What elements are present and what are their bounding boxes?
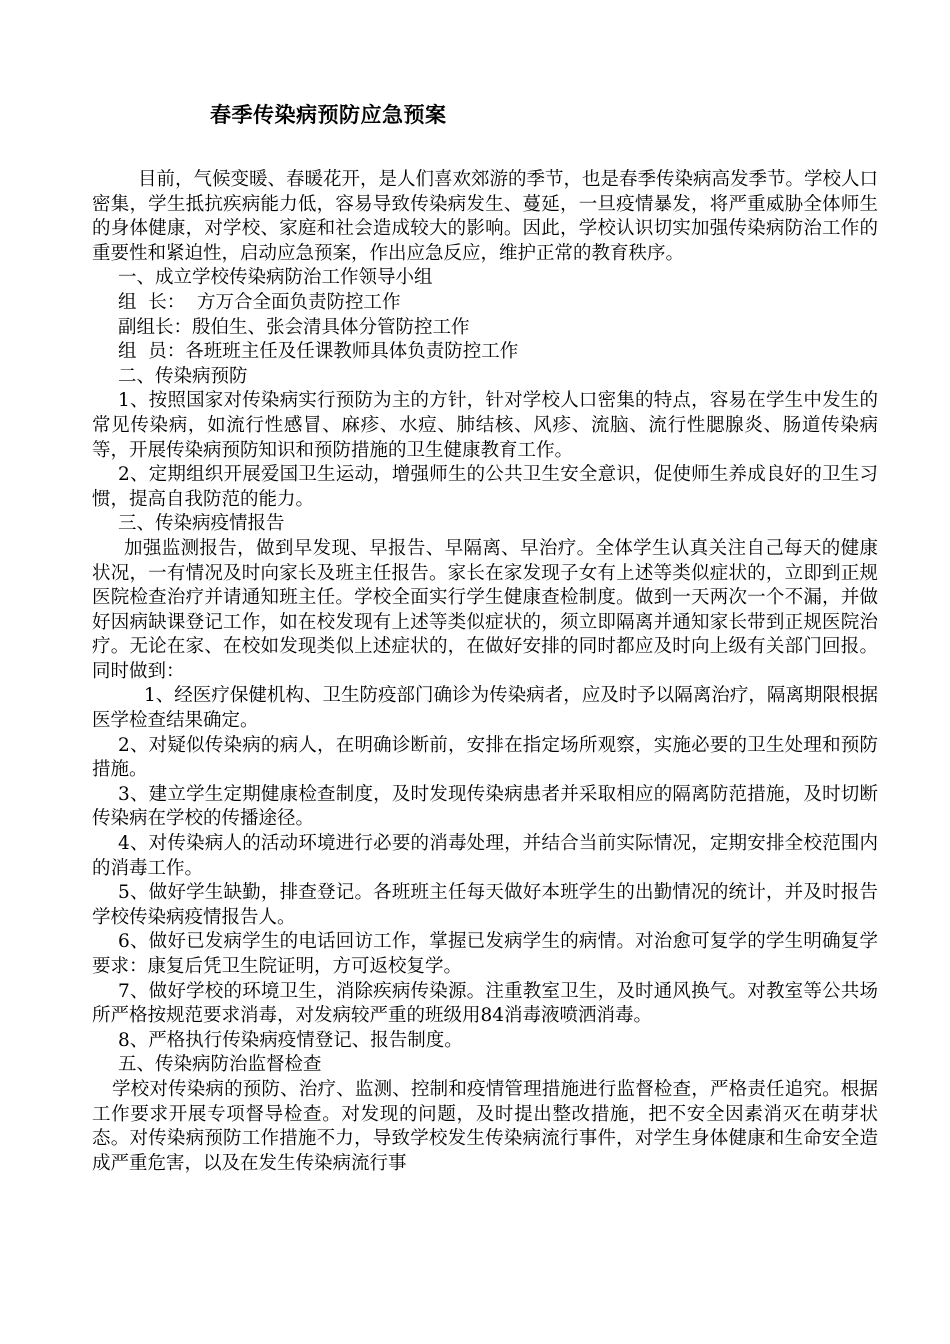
- deputy-leader-line: 副组长：殷伯生、张会清具体分管防控工作: [118, 316, 470, 338]
- section-heading-prevention: 二、传染病预防: [118, 365, 248, 387]
- epidemic-report-paragraph: 加强监测报告，做到早发现、早报告、早隔离、早治疗。全体学生认真关注自己每天的健康状况，一有情况及时向家长及班主任报告。家长在家发现子女有上述等类似症状的，立即到正规医院检查治疗并请通知班主任。学校全面实行学生健康查检制度。做到一天两次一个不漏，并做好因病缺课登记工作，如在校发现有上述等类似症状的，须立即隔离并通知家长带到正规医院治疗。无论在家、在校如发现类似上述症状的，在做好安排的同时都应及时向上级有关部门回报。 同时做到：: [92, 537, 908, 682]
- report-item-3: 3、建立学生定期健康检查制度，及时发现传染病患者并采取相应的隔离防范措施，及时切断传染病在学校的传播途径。: [92, 783, 878, 830]
- section-heading-leadership-group: 一、成立学校传染病防治工作领导小组: [118, 267, 433, 289]
- prevention-item-1: 1、按照国家对传染病实行预防为主的方针，针对学校人口密集的特点，容易在学生中发生的常见传染病，如流行性感冒、麻疹、水痘、肺结核、风疹、流脑、流行性腮腺炎、肠道传染病等，开展传染病预防知识和预防措施的卫生健康教育工作。: [92, 390, 878, 461]
- document-page: [92, 100, 908, 1176]
- document-title: 春季传染病预防应急预案: [210, 103, 447, 127]
- report-item-4: 4、对传染病人的活动环境进行必要的消毒处理，并结合当前实际情况，定期安排全校范围内的消毒工作。: [92, 833, 878, 879]
- report-item-5: 5、做好学生缺勤，排查登记。各班班主任每天做好本班学生的出勤情况的统计，并及时报告学校传染病疫情报告人。: [92, 882, 878, 928]
- prevention-item-2: 2、定期组织开展爱国卫生运动，增强师生的公共卫生安全意识，促使师生养成良好的卫生习惯，提高自我防范的能力。: [92, 464, 878, 510]
- report-item-8: 8、严格执行传染病疫情登记、报告制度。: [118, 1029, 463, 1051]
- group-members-line: 组 员：各班班主任及任课教师具体负责防控工作: [118, 341, 519, 363]
- group-leader-line: 组 长： 方万合全面负责防控工作: [118, 291, 401, 313]
- section-heading-supervision: 五、传染病防治监督检查: [118, 1054, 322, 1076]
- intro-paragraph: 目前，气候变暖、春暖花开，是人们喜欢郊游的季节，也是春季传染病高发季节。学校人口密集，学生抵抗疾病能力低，容易导致传染病发生、蔓延，一旦疫情暴发，将严重威胁全体师生的身体健康，对学校、家庭和社会造成较大的影响。因此，学校认识切实加强传染病防治工作的重要性和紧迫性，启动应急预案，作出应急反应，维护正常的教育秩序。: [92, 169, 879, 264]
- report-item-2: 2、对疑似传染病的病人，在明确诊断前，安排在指定场所观察，实施必要的卫生处理和预防措施。: [92, 734, 878, 781]
- report-item-7: 7、做好学校的环境卫生，消除疾病传染源。注重教室卫生，及时通风换气。对教室等公共场所严格按规范要求消毒，对发病较严重的班级用84消毒液喷洒消毒。: [92, 980, 878, 1027]
- supervision-paragraph: 学校对传染病的预防、治疗、监测、控制和疫情管理措施进行监督检查，严格责任追究。根据工作要求开展专项督导检查。对发现的问题，及时提出整改措施，把不安全因素消灭在萌芽状态。对传染病预防工作措施不力，导致学校发生传染病流行事件，对学生身体健康和生命安全造成严重危害，以及在发生传染病流行事: [92, 1078, 878, 1174]
- report-item-1: 1、经医疗保健机构、卫生防疫部门确诊为传染病者，应及时予以隔离治疗，隔离期限根据医学检查结果确定。: [92, 685, 878, 732]
- report-item-6: 6、做好已发病学生的电话回访工作，掌握已发病学生的病情。对治愈可复学的学生明确复学要求：康复后凭卫生院证明，方可返校复学。: [92, 931, 878, 977]
- section-heading-epidemic-report: 三、传染病疫情报告: [118, 513, 285, 535]
